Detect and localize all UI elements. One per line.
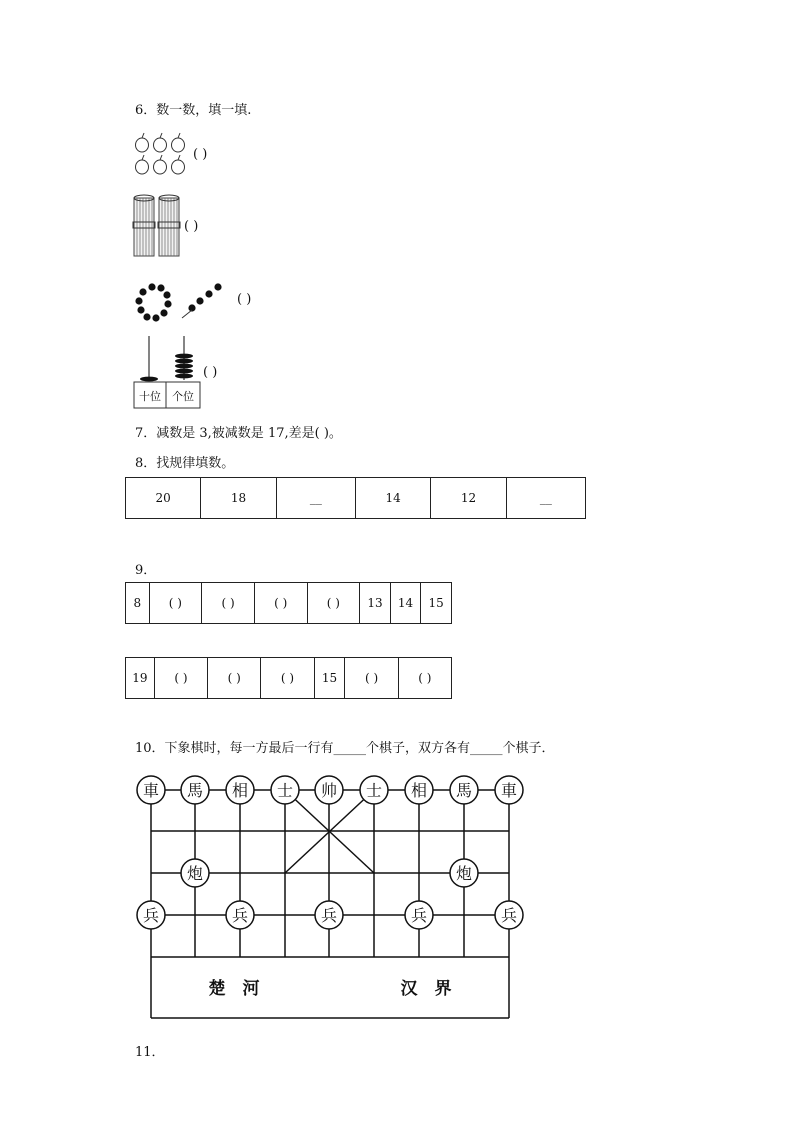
q9-cell: 14 — [390, 583, 421, 624]
abacus-tens-label: 十位 — [139, 390, 161, 403]
q8-blank-cell[interactable]: __ — [276, 478, 355, 519]
q8-cell: 12 — [431, 478, 506, 519]
q9-blank-cell[interactable]: ( ) — [208, 658, 261, 699]
river-label-left: 楚 河 — [208, 979, 260, 999]
chess-piece-label: 相 — [410, 781, 428, 800]
chess-piece-label: 馬 — [186, 781, 204, 800]
q9-blank-cell[interactable]: ( ) — [307, 583, 360, 624]
q8-title: 8．找规律填数。 — [135, 456, 235, 471]
chess-piece-label: 士 — [365, 781, 383, 800]
q9-cell: 15 — [314, 658, 345, 699]
chess-piece-label: 帅 — [320, 781, 338, 800]
apples-icon — [133, 132, 193, 180]
stick-bundles-icon — [132, 194, 184, 260]
q9-title: 9． — [135, 563, 157, 578]
river-label-right: 汉 界 — [400, 979, 452, 999]
q9-blank-cell[interactable]: ( ) — [261, 658, 314, 699]
chessboard — [128, 768, 528, 1024]
back-row — [137, 776, 523, 804]
q8-cell: 20 — [126, 478, 201, 519]
abacus-ones-label: 个位 — [172, 390, 194, 403]
q8-cell: 14 — [355, 478, 430, 519]
chess-piece-label: 兵 — [320, 906, 338, 925]
chess-piece-label: 兵 — [500, 906, 518, 925]
chess-piece-label: 車 — [142, 781, 160, 800]
answer-blank-beads[interactable]: ( ) — [237, 292, 252, 307]
q11-title: 11． — [135, 1045, 165, 1060]
q9-blank-cell[interactable]: ( ) — [398, 658, 451, 699]
q7-text: 7．减数是 3,被减数是 17,差是( )。 — [135, 426, 342, 441]
q9-blank-cell[interactable]: ( ) — [149, 583, 202, 624]
chess-piece-label: 兵 — [410, 906, 428, 925]
chess-piece-label: 馬 — [455, 781, 473, 800]
chess-piece-label: 炮 — [455, 864, 473, 883]
q9-cell: 19 — [126, 658, 155, 699]
chess-piece-label: 兵 — [142, 906, 160, 925]
answer-blank-apples[interactable]: ( ) — [193, 147, 208, 162]
q8-sequence-table — [125, 477, 586, 519]
q9-blank-cell[interactable]: ( ) — [154, 658, 207, 699]
q9-cell: 8 — [126, 583, 150, 624]
chess-piece-label: 相 — [231, 781, 249, 800]
q10-text: 10．下象棋时，每一方最后一行有_____个棋子，双方各有_____个棋子． — [135, 741, 555, 756]
q9-blank-cell[interactable]: ( ) — [254, 583, 307, 624]
chess-piece-label: 士 — [276, 781, 294, 800]
chess-piece-label: 炮 — [186, 864, 204, 883]
chess-piece-label: 車 — [500, 781, 518, 800]
q9-blank-cell[interactable]: ( ) — [202, 583, 255, 624]
beads-icon — [134, 278, 230, 324]
q9-row2-table — [125, 657, 452, 699]
q6-title: 6．数一数，填一填. — [135, 103, 252, 118]
q8-blank-cell[interactable]: __ — [506, 478, 585, 519]
answer-blank-abacus[interactable]: ( ) — [203, 365, 218, 380]
q9-cell: 13 — [360, 583, 391, 624]
q8-cell: 18 — [201, 478, 276, 519]
chess-piece-label: 兵 — [231, 906, 249, 925]
q9-row1-table — [125, 582, 452, 624]
abacus-icon — [133, 334, 201, 410]
answer-blank-sticks[interactable]: ( ) — [184, 219, 199, 234]
q9-cell: 15 — [421, 583, 452, 624]
q9-blank-cell[interactable]: ( ) — [345, 658, 398, 699]
